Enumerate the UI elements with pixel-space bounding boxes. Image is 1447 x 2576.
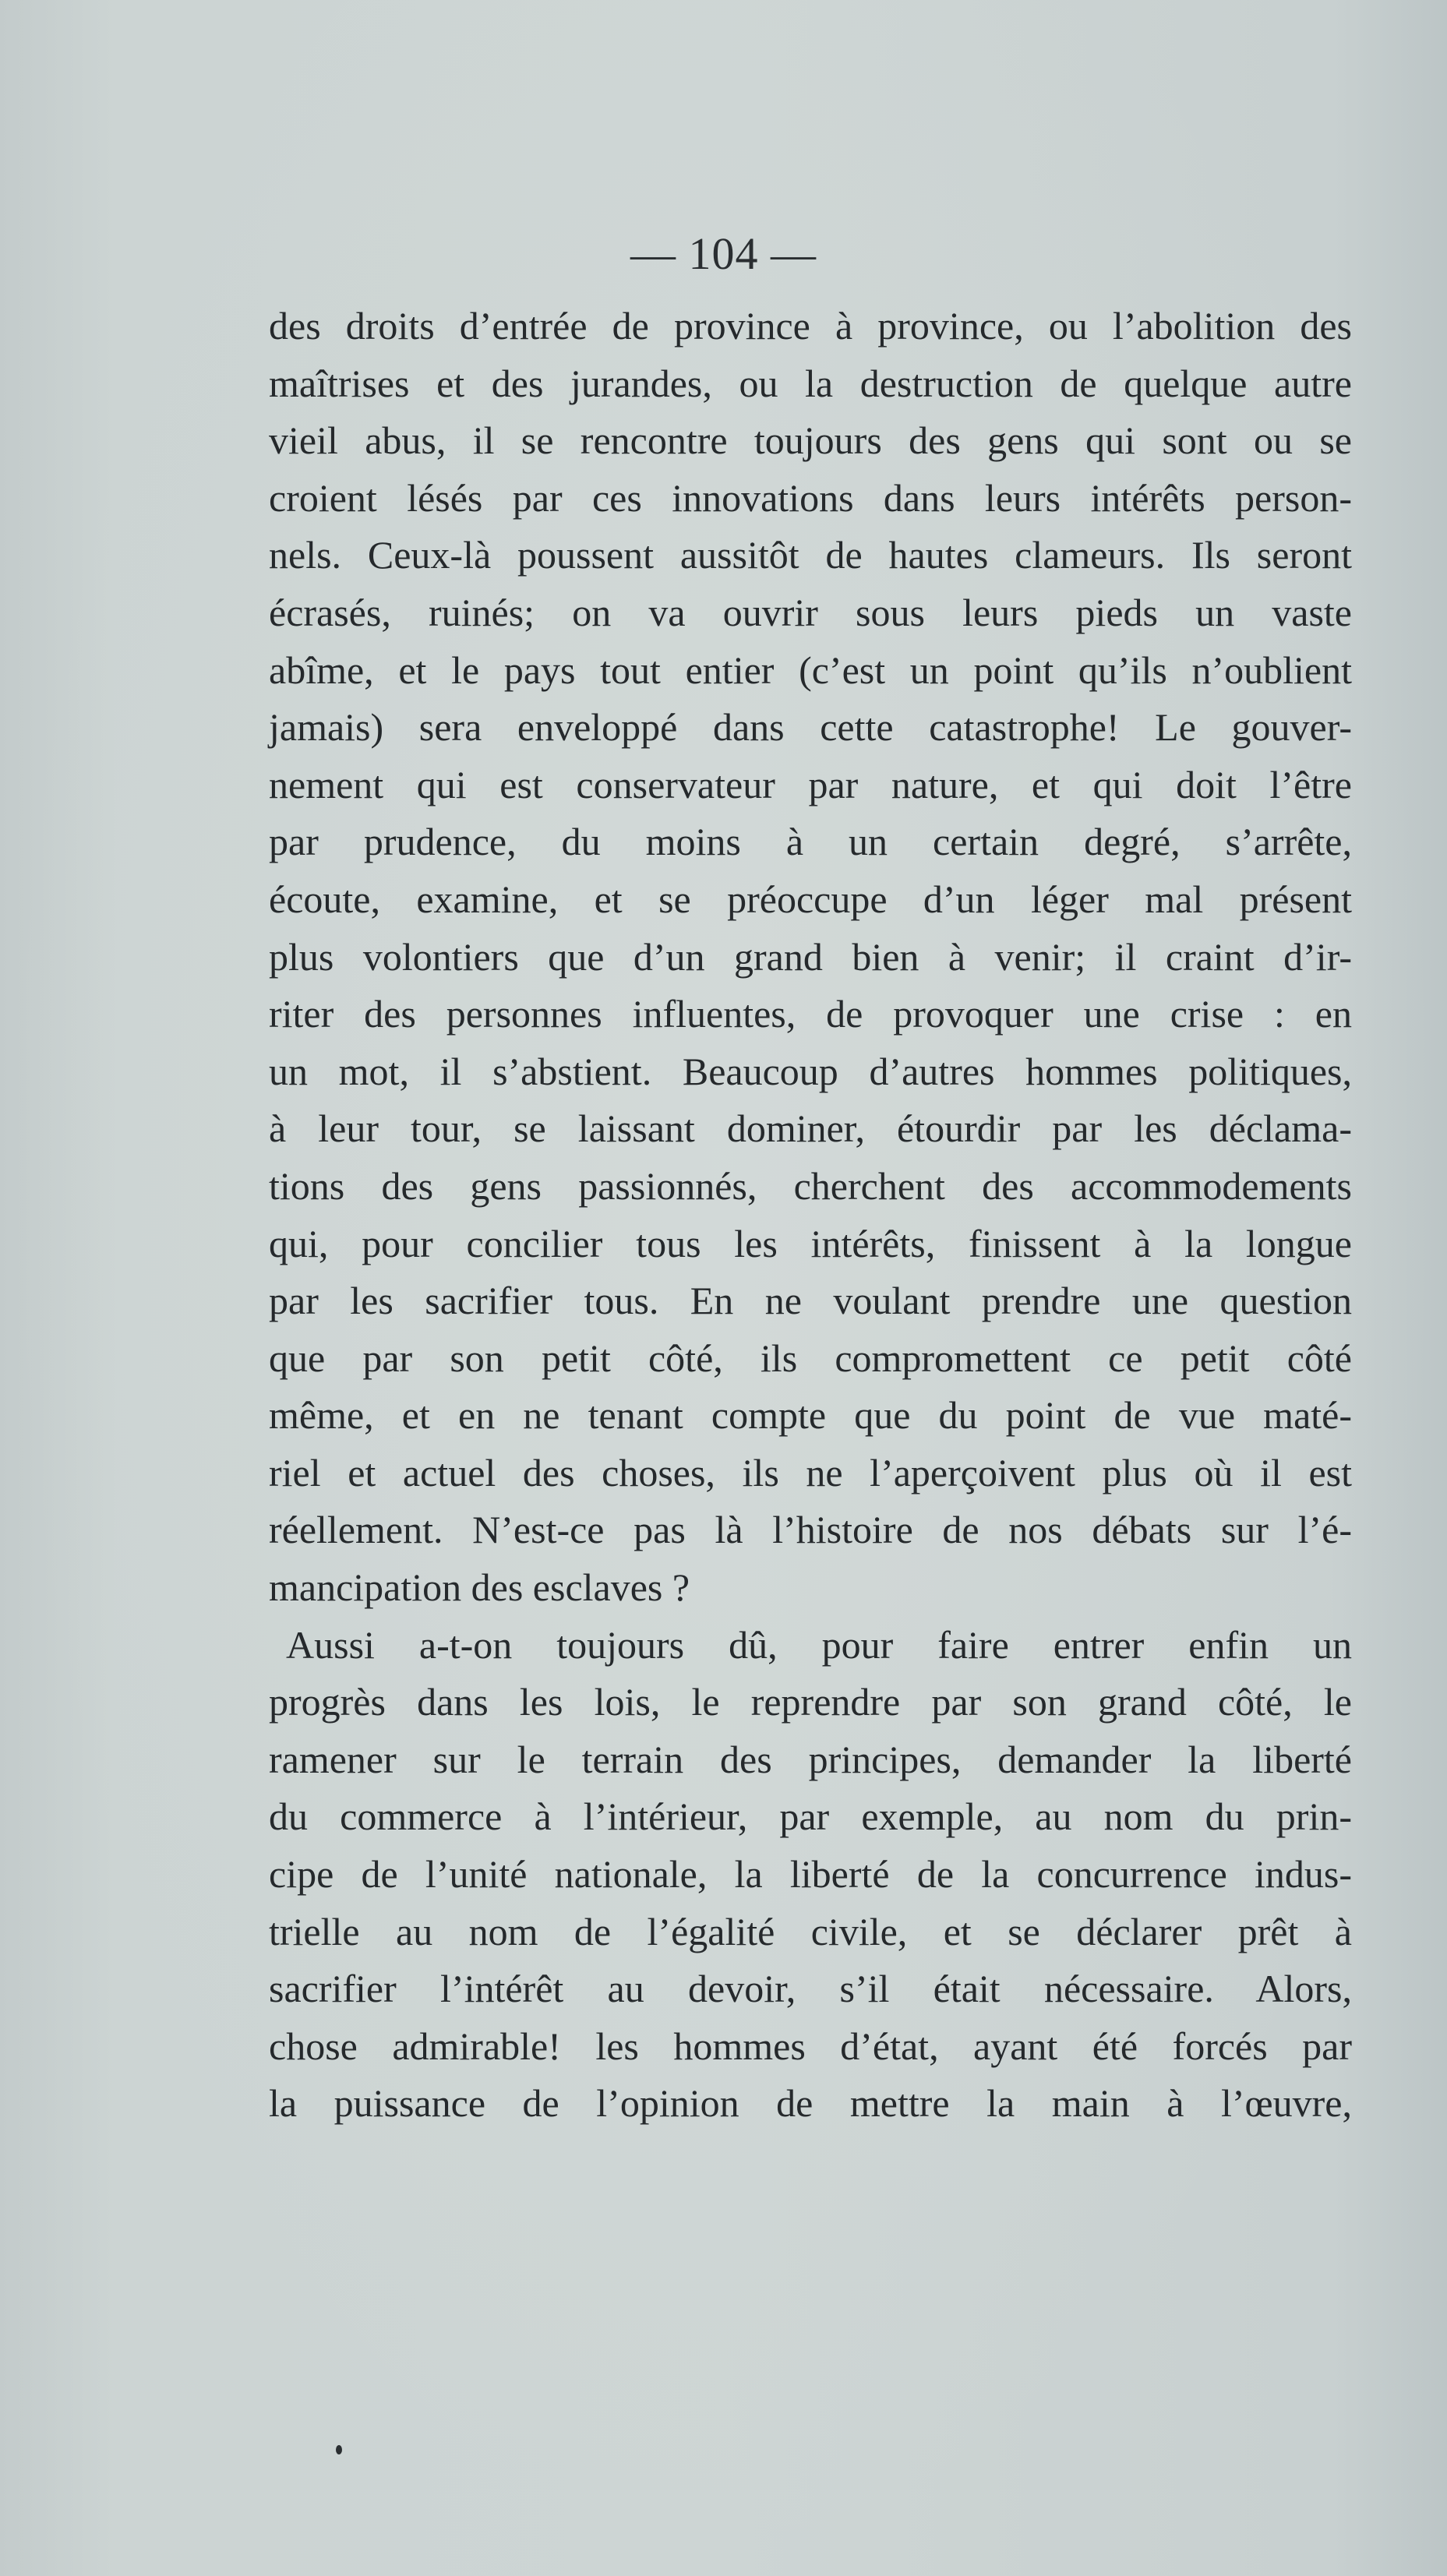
text-line: nement qui est conservateur par nature, et qui doit l’être [269,762,1352,806]
text-line: la puissance de l’opinion de mettre la main à l’œuvre, [269,2081,1352,2126]
text-line: riel et actuel des choses, ils ne l’aperçoivent plus où il est [269,1450,1352,1494]
text-line: même, et en ne tenant compte que du point de vue maté- [269,1393,1352,1438]
text-line: chose admirable! les hommes d’état, ayant été forcés par [269,2024,1352,2068]
text-line: du commerce à l’intérieur, par exemple, au nom du prin- [269,1794,1352,1839]
page-number: — 104 — [630,228,817,279]
text-line: croient lésés par ces innovations dans leurs intérêts person- [269,475,1352,520]
text-line: plus volontiers que d’un grand bien à venir; il craint d’ir- [269,934,1352,979]
ink-speck [336,2445,342,2454]
text-line: écrasés, ruinés; on va ouvrir sous leurs pieds un vaste [269,590,1352,634]
paragraph-start-line: Aussi a-t-on toujours dû, pour faire entrer enfin un [286,1622,1352,1667]
text-line: sacrifier l’intérêt au devoir, s’il était nécessaire. Alors, [269,1967,1352,2011]
body-text [269,298,1352,2133]
text-line: à leur tour, se laissant dominer, étourdir par les déclama- [269,1106,1352,1151]
text-line: réellement. N’est-ce pas là l’histoire de nos débats sur l’é- [269,1508,1352,1552]
text-line: que par son petit côté, ils compromettent ce petit côté [269,1336,1352,1380]
text-line: cipe de l’unité nationale, la liberté de la concurrence indus- [269,1852,1352,1897]
paragraph-end-line: mancipation des esclaves ? [269,1565,690,1610]
text-line: progrès dans les lois, le reprendre par son grand côté, le [269,1680,1352,1724]
text-line: par les sacrifier tous. En ne voulant prendre une question [269,1279,1352,1323]
text-line: écoute, examine, et se préoccupe d’un léger mal présent [269,877,1352,921]
text-line: qui, pour concilier tous les intérêts, finissent à la longue [269,1221,1352,1265]
text-line: des droits d’entrée de province à province, ou l’abolition des [269,304,1352,348]
text-line: par prudence, du moins à un certain degré, s’arrête, [269,820,1352,864]
text-line: trielle au nom de l’égalité civile, et se déclarer prêt à [269,1909,1352,1953]
text-line: vieil abus, il se rencontre toujours des gens qui sont ou se [269,418,1352,463]
text-line: tions des gens passionnés, cherchent des accommodements [269,1163,1352,1208]
text-line: un mot, il s’abstient. Beaucoup d’autres hommes politiques, [269,1049,1352,1093]
text-line: abîme, et le pays tout entier (c’est un point qu’ils n’oublient [269,648,1352,692]
text-line: ramener sur le terrain des principes, demander la liberté [269,1737,1352,1781]
text-line: riter des personnes influentes, de provoquer une crise : en [269,992,1352,1036]
text-line: maîtrises et des jurandes, ou la destruction de quelque autre [269,361,1352,405]
text-line: jamais) sera enveloppé dans cette catastrophe! Le gouver- [269,705,1352,750]
text-line: nels. Ceux-là poussent aussitôt de hautes clameurs. Ils seront [269,533,1352,577]
